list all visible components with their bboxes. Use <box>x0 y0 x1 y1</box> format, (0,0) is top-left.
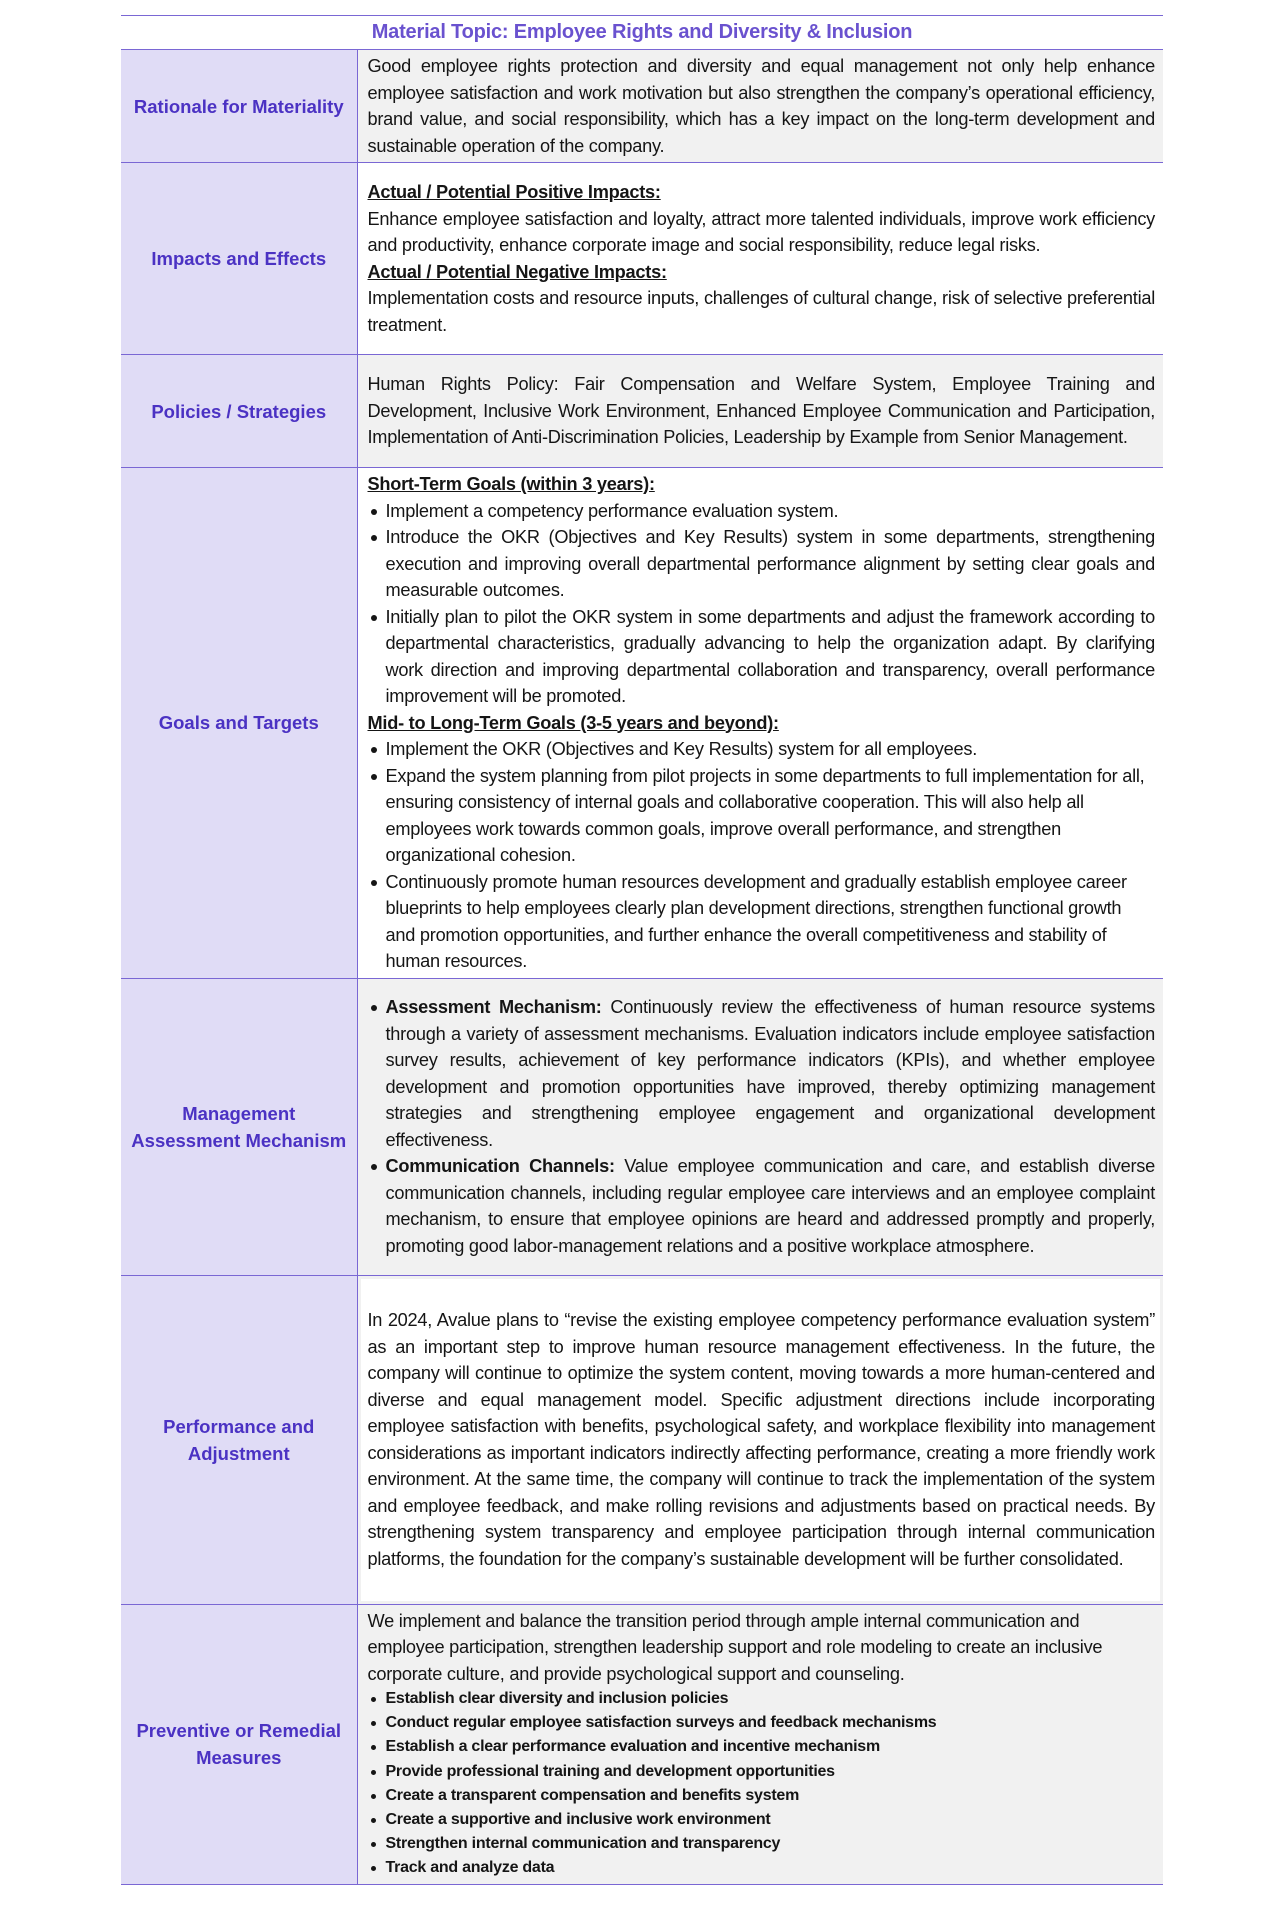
row-management <box>121 978 1163 1275</box>
short-term-goals-list <box>368 498 1156 710</box>
rationale-text: Good employee rights protection and diversity and equal management not only help enhance employee satisfaction and work motivation but also strengthen the company’s operational efficiency, brand value, and social responsibility, which has a key impact on the long-term development and sustainable operation of the company. <box>367 56 1156 156</box>
policies-text: Human Rights Policy: Fair Compensation and Welfare System, Employee Training and Development, Inclusive Work Environment, Enhanced Employee Communication and Participation, Implementation of Anti-Discrimination Policies, Leadership by Example from Senior Management. <box>367 374 1156 448</box>
negative-impacts-text: Implementation costs and resource inputs, challenges of cultural change, risk of selective preferential treatment. <box>367 288 1156 335</box>
list-item: Introduce the OKR (Objectives and Key Results) system in some departments, strengthening execution and improving overall departmental performance alignment by setting clear goals and measurable outcomes. <box>368 524 1156 604</box>
row-label-goals: Goals and Targets <box>121 468 357 979</box>
list-item: Expand the system planning from pilot projects in some departments to full implementation for all, ensuring consistency of internal goals and collaborative cooperation. This will also help all employees work towards common goals, improve overall performance, and strengthen organizational cohesion. <box>368 763 1156 869</box>
row-performance <box>121 1275 1163 1604</box>
list-item: Implement the OKR (Objectives and Key Results) system for all employees. <box>368 736 1156 763</box>
short-term-goals-heading: Short-Term Goals (within 3 years): <box>367 474 655 494</box>
row-rationale <box>121 50 1163 163</box>
row-body-rationale <box>357 50 1163 163</box>
assessment-mechanism-text: Continuously review the effectiveness of human resource systems through a variety of assessment mechanisms. Evaluation indicators include employee satisfaction survey results, achievement of key performance indicators (KPIs), and whether employee development and promotion opportunities have improved, thereby optimizing management strategies and strengthening employee engagement and organizational development effectiveness. <box>385 997 1156 1150</box>
list-item: Initially plan to pilot the OKR system in some departments and adjust the framework according to departmental characteristics, gradually advancing to help the organization adapt. By clarifying work direction and improving departmental collaboration and transparency, overall performance improvement will be promoted. <box>368 604 1156 710</box>
communication-channels-text: Value employee communication and care, and establish diverse communication channels, including regular employee care interviews and an employee complaint mechanism, to ensure that employee opinions are heard and addressed promptly and properly, promoting good labor-management relations and a positive workplace atmosphere. <box>385 1156 1156 1256</box>
list-item <box>368 994 1156 1153</box>
material-topic-table <box>121 15 1163 1885</box>
management-list <box>368 994 1156 1259</box>
row-body-management <box>357 978 1163 1275</box>
list-item: Track and analyze data <box>368 1856 1156 1880</box>
row-label-management: Management Assessment Mechanism <box>121 978 357 1275</box>
row-body-preventive <box>357 1604 1163 1884</box>
table-title: Material Topic: Employee Rights and Diversity & Inclusion <box>121 16 1163 50</box>
positive-impacts-text: Enhance employee satisfaction and loyalty, attract more talented individuals, improve work efficiency and productivity, enhance corporate image and social responsibility, reduce legal risks. <box>367 208 1156 255</box>
row-label-impacts: Impacts and Effects <box>121 163 357 355</box>
assessment-mechanism-lead: Assessment Mechanism: <box>385 997 602 1017</box>
row-preventive <box>121 1604 1163 1884</box>
material-topic-sheet <box>121 15 1163 1885</box>
row-policies <box>121 355 1163 468</box>
list-item: Establish clear diversity and inclusion policies <box>368 1687 1156 1711</box>
communication-channels-lead: Communication Channels: <box>385 1156 615 1176</box>
row-impacts <box>121 163 1163 355</box>
list-item: Conduct regular employee satisfaction surveys and feedback mechanisms <box>368 1711 1156 1735</box>
row-label-policies: Policies / Strategies <box>121 355 357 468</box>
list-item <box>368 1153 1156 1259</box>
row-label-performance: Performance and Adjustment <box>121 1275 357 1604</box>
long-term-goals-list <box>368 736 1156 975</box>
list-item: Strengthen internal communication and transparency <box>368 1832 1156 1856</box>
row-label-preventive: Preventive or Remedial Measures <box>121 1604 357 1884</box>
list-item: Continuously promote human resources development and gradually establish employee career blueprints to help employees clearly plan development directions, strengthen functional growth and promotion opportunities, and further enhance the overall competitiveness and stability of human resources. <box>368 869 1156 975</box>
performance-text: In 2024, Avalue plans to “revise the existing employee competency performance evaluation system” as an important step to improve human resource management effectiveness. In the future, the company will continue to optimize the system content, moving towards a more human-centered and diverse and equal management model. Specific adjustment directions include incorporating employee satisfaction with benefits, psychological safety, and workplace flexibility into management considerations as important indicators indirectly affecting performance, creating a more friendly work environment. At the same time, the company will continue to track the implementation of the system and employee feedback, and make rolling revisions and adjustments based on practical needs. By strengthening system transparency and employee participation through internal communication platforms, the foundation for the company’s sustainable development will be further consolidated. <box>367 1310 1156 1569</box>
positive-impacts-heading: Actual / Potential Positive Impacts: <box>367 182 661 202</box>
long-term-goals-heading: Mid- to Long-Term Goals (3-5 years and beyond): <box>367 712 779 733</box>
row-body-policies <box>357 355 1163 468</box>
negative-impacts-heading: Actual / Potential Negative Impacts: <box>367 261 667 282</box>
table-title-row <box>121 16 1163 50</box>
preventive-text: We implement and balance the transition period through ample internal communication and employee participation, strengthen leadership support and role modeling to create an inclusive corporate culture, and provide psychological support and counseling. <box>367 1610 1103 1684</box>
list-item: Create a transparent compensation and benefits system <box>368 1784 1156 1808</box>
preventive-measures-list <box>368 1687 1156 1881</box>
list-item: Create a supportive and inclusive work environment <box>368 1808 1156 1832</box>
list-item: Implement a competency performance evaluation system. <box>368 498 1156 525</box>
row-body-performance <box>357 1275 1163 1604</box>
row-goals <box>121 468 1163 979</box>
list-item: Provide professional training and development opportunities <box>368 1760 1156 1784</box>
row-body-goals <box>357 468 1163 979</box>
list-item: Establish a clear performance evaluation and incentive mechanism <box>368 1735 1156 1759</box>
row-body-impacts <box>357 163 1163 355</box>
row-label-rationale: Rationale for Materiality <box>121 50 357 163</box>
